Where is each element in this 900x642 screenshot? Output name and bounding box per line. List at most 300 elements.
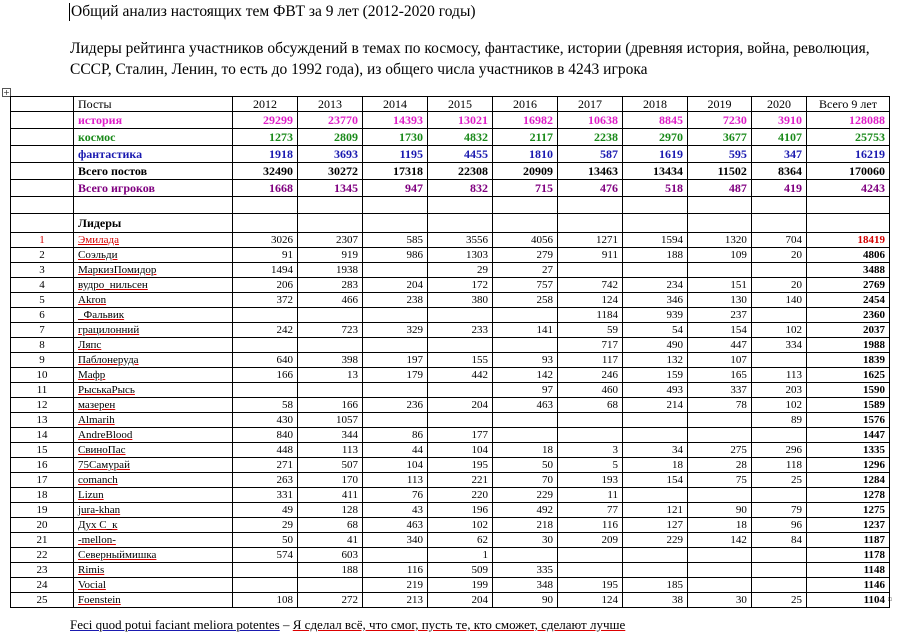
- summary-value: 1195: [363, 146, 428, 163]
- header-year-cell: 2014: [363, 97, 428, 112]
- leader-row: [11, 368, 890, 383]
- leader-value: 141: [493, 323, 558, 338]
- leader-total: 4806: [807, 248, 890, 263]
- leader-total: 1447: [807, 428, 890, 443]
- leader-value: [623, 548, 688, 563]
- leader-value: 640: [233, 353, 298, 368]
- leader-name: [74, 248, 233, 263]
- leader-value: 195: [428, 458, 493, 473]
- leader-value: 283: [298, 278, 363, 293]
- leader-value: [428, 383, 493, 398]
- leader-value: 204: [428, 398, 493, 413]
- leader-value: [751, 428, 806, 443]
- leader-row: [11, 233, 890, 248]
- leader-value: 70: [493, 473, 558, 488]
- summary-value: 13434: [623, 163, 688, 180]
- leader-value: [558, 563, 623, 578]
- leader-total: 1296: [807, 458, 890, 473]
- leader-value: 109: [688, 248, 752, 263]
- header-total-cell: Всего 9 лет: [807, 97, 890, 112]
- leader-rank: 9: [11, 353, 74, 368]
- leader-value: 62: [428, 533, 493, 548]
- leader-value: [558, 428, 623, 443]
- leader-value: 20: [751, 278, 806, 293]
- empty-cell: [751, 214, 806, 233]
- leader-value: [363, 308, 428, 323]
- leader-rank: 6: [11, 308, 74, 323]
- leader-name-text: comanch: [78, 474, 118, 486]
- header-year-cell: 2017: [558, 97, 623, 112]
- summary-value: 23770: [298, 112, 363, 129]
- leader-name: [74, 563, 233, 578]
- leader-row: [11, 563, 890, 578]
- leader-value: [558, 413, 623, 428]
- spacer-row: [11, 197, 890, 214]
- leader-value: 104: [363, 458, 428, 473]
- leader-name: [74, 368, 233, 383]
- summary-value: 587: [558, 146, 623, 163]
- empty-cell: [558, 197, 623, 214]
- leader-value: 68: [558, 398, 623, 413]
- leader-value: 447: [688, 338, 752, 353]
- leader-value: 1594: [623, 233, 688, 248]
- leader-value: 49: [233, 503, 298, 518]
- leader-name: [74, 263, 233, 278]
- leader-value: [493, 548, 558, 563]
- leader-value: 97: [493, 383, 558, 398]
- table-resize-handle-icon[interactable]: □: [888, 597, 892, 603]
- leader-value: 177: [428, 428, 493, 443]
- summary-row: [11, 163, 890, 180]
- summary-label: фантастика: [74, 146, 233, 163]
- leader-total: 1988: [807, 338, 890, 353]
- summary-index-cell: [11, 129, 74, 146]
- leader-name-text: СвиноПас: [78, 444, 126, 456]
- leader-value: 329: [363, 323, 428, 338]
- summary-value: 16982: [493, 112, 558, 129]
- leader-name-text: Rimis: [78, 564, 105, 576]
- header-year-cell: 2015: [428, 97, 493, 112]
- leader-value: 757: [493, 278, 558, 293]
- summary-value: 487: [688, 180, 752, 197]
- leader-name-text: мазерен: [78, 399, 116, 411]
- leader-name-text: Северныймишка: [78, 549, 157, 561]
- leader-value: [623, 263, 688, 278]
- leader-value: 128: [298, 503, 363, 518]
- leader-value: 25: [751, 593, 806, 608]
- header-year-cell: 2019: [688, 97, 752, 112]
- leader-value: [751, 563, 806, 578]
- leader-name-text: AndreBlood: [78, 429, 133, 441]
- leader-value: 197: [363, 353, 428, 368]
- empty-cell: [233, 197, 298, 214]
- leader-total: 2454: [807, 293, 890, 308]
- summary-value: 10638: [558, 112, 623, 129]
- leader-value: 1057: [298, 413, 363, 428]
- leader-value: 206: [233, 278, 298, 293]
- leader-value: 179: [363, 368, 428, 383]
- leader-total: 2037: [807, 323, 890, 338]
- leader-value: [428, 413, 493, 428]
- summary-index-cell: [11, 146, 74, 163]
- leader-value: 218: [493, 518, 558, 533]
- summary-row: [11, 180, 890, 197]
- leader-value: 86: [363, 428, 428, 443]
- leader-value: 1303: [428, 248, 493, 263]
- leader-value: 238: [363, 293, 428, 308]
- summary-row: [11, 112, 890, 129]
- leader-value: [623, 413, 688, 428]
- leader-name-text: Паблонеруда: [78, 354, 139, 366]
- leader-row: [11, 413, 890, 428]
- leader-value: 1494: [233, 263, 298, 278]
- leader-name-text: _Фальвик: [78, 309, 125, 321]
- leaders-header-row: [11, 214, 890, 233]
- leader-value: 372: [233, 293, 298, 308]
- leader-value: 77: [558, 503, 623, 518]
- leader-value: 96: [751, 518, 806, 533]
- leader-value: 116: [558, 518, 623, 533]
- summary-value: 2970: [623, 129, 688, 146]
- leader-rank: 1: [11, 233, 74, 248]
- leader-value: 155: [428, 353, 493, 368]
- leader-value: 490: [623, 338, 688, 353]
- empty-cell: [428, 197, 493, 214]
- leader-row: [11, 458, 890, 473]
- empty-cell: [751, 197, 806, 214]
- leader-row: [11, 398, 890, 413]
- leader-name: [74, 593, 233, 608]
- empty-cell: [363, 214, 428, 233]
- leader-value: [751, 548, 806, 563]
- header-year-cell: 2013: [298, 97, 363, 112]
- summary-label: история: [74, 112, 233, 129]
- leader-value: 58: [233, 398, 298, 413]
- leader-value: 166: [298, 398, 363, 413]
- footer-quote: [70, 617, 625, 633]
- summary-value: 4455: [428, 146, 493, 163]
- leader-value: 574: [233, 548, 298, 563]
- summary-total: 4243: [807, 180, 890, 197]
- leader-value: 30: [493, 533, 558, 548]
- leader-value: [233, 383, 298, 398]
- leader-name-text: Akron: [78, 294, 107, 306]
- leader-value: 603: [298, 548, 363, 563]
- summary-value: 8364: [751, 163, 806, 180]
- leader-value: 272: [298, 593, 363, 608]
- leader-value: 1938: [298, 263, 363, 278]
- summary-value: 20909: [493, 163, 558, 180]
- empty-cell: [558, 214, 623, 233]
- leader-value: [233, 578, 298, 593]
- stats-table-body: [11, 97, 890, 608]
- leader-name: [74, 488, 233, 503]
- leader-value: 237: [688, 308, 752, 323]
- leader-name-text: Vocial: [78, 579, 106, 591]
- leader-value: 3026: [233, 233, 298, 248]
- leader-value: [623, 428, 688, 443]
- leader-value: 188: [623, 248, 688, 263]
- leader-rank: 20: [11, 518, 74, 533]
- leader-value: 331: [233, 488, 298, 503]
- leader-value: 340: [363, 533, 428, 548]
- leader-value: [751, 488, 806, 503]
- leader-row: [11, 248, 890, 263]
- leader-row: [11, 293, 890, 308]
- leader-value: 939: [623, 308, 688, 323]
- summary-index-cell: [11, 180, 74, 197]
- leader-value: 108: [233, 593, 298, 608]
- leader-rank: 16: [11, 458, 74, 473]
- leader-value: 170: [298, 473, 363, 488]
- leader-value: 38: [623, 593, 688, 608]
- summary-label: Всего постов: [74, 163, 233, 180]
- leader-value: 50: [493, 458, 558, 473]
- leader-name: [74, 548, 233, 563]
- leader-name: [74, 413, 233, 428]
- summary-value: 4832: [428, 129, 493, 146]
- summary-row: [11, 146, 890, 163]
- leader-value: 121: [623, 503, 688, 518]
- leader-value: [688, 263, 752, 278]
- leader-name: [74, 308, 233, 323]
- leader-value: 78: [688, 398, 752, 413]
- leader-row: [11, 488, 890, 503]
- header-year-cell: 2020: [751, 97, 806, 112]
- leader-rank: 17: [11, 473, 74, 488]
- leader-rank: 10: [11, 368, 74, 383]
- leader-value: 102: [428, 518, 493, 533]
- leader-value: [751, 263, 806, 278]
- leader-value: 124: [558, 293, 623, 308]
- leader-value: 723: [298, 323, 363, 338]
- leader-value: 492: [493, 503, 558, 518]
- leader-value: 196: [428, 503, 493, 518]
- leader-rank: 19: [11, 503, 74, 518]
- summary-value: 17318: [363, 163, 428, 180]
- leader-rank: 2: [11, 248, 74, 263]
- leader-value: [751, 353, 806, 368]
- leader-name-text: РыськаРысь: [78, 384, 135, 396]
- leader-total: 1275: [807, 503, 890, 518]
- leader-value: 188: [298, 563, 363, 578]
- summary-value: 1273: [233, 129, 298, 146]
- leader-value: 344: [298, 428, 363, 443]
- leader-value: 204: [363, 278, 428, 293]
- leader-value: 1271: [558, 233, 623, 248]
- leader-name: [74, 443, 233, 458]
- leader-total: 1335: [807, 443, 890, 458]
- leader-value: [493, 428, 558, 443]
- summary-value: 476: [558, 180, 623, 197]
- leader-value: [493, 413, 558, 428]
- leader-value: 398: [298, 353, 363, 368]
- leader-value: 296: [751, 443, 806, 458]
- leader-name: [74, 353, 233, 368]
- empty-cell: [807, 214, 890, 233]
- summary-value: 1918: [233, 146, 298, 163]
- leader-value: 132: [623, 353, 688, 368]
- leader-value: 193: [558, 473, 623, 488]
- leader-row: [11, 308, 890, 323]
- leader-value: 29: [428, 263, 493, 278]
- leader-name: [74, 233, 233, 248]
- summary-value: 832: [428, 180, 493, 197]
- leader-value: [298, 383, 363, 398]
- header-year-cell: 2012: [233, 97, 298, 112]
- summary-value: 2238: [558, 129, 623, 146]
- leader-value: 229: [623, 533, 688, 548]
- leader-value: 93: [493, 353, 558, 368]
- summary-value: 29299: [233, 112, 298, 129]
- empty-cell: [493, 197, 558, 214]
- empty-cell: [233, 214, 298, 233]
- leader-value: 130: [688, 293, 752, 308]
- leader-row: [11, 443, 890, 458]
- leader-name-text: Дух С_к: [78, 519, 118, 531]
- leader-value: 117: [558, 353, 623, 368]
- leader-value: [688, 548, 752, 563]
- leader-value: 50: [233, 533, 298, 548]
- leader-value: [298, 308, 363, 323]
- leader-value: 275: [688, 443, 752, 458]
- leader-value: [558, 548, 623, 563]
- summary-value: 7230: [688, 112, 752, 129]
- leader-value: 90: [688, 503, 752, 518]
- leader-value: 11: [558, 488, 623, 503]
- leader-name: [74, 458, 233, 473]
- leader-value: 54: [623, 323, 688, 338]
- leader-value: 263: [233, 473, 298, 488]
- leaders-heading: Лидеры: [74, 214, 233, 233]
- leader-value: 204: [428, 593, 493, 608]
- leader-row: [11, 353, 890, 368]
- leader-row: [11, 428, 890, 443]
- summary-value: 1810: [493, 146, 558, 163]
- leader-value: 380: [428, 293, 493, 308]
- leader-value: 151: [688, 278, 752, 293]
- empty-cell: [11, 214, 74, 233]
- leader-row: [11, 473, 890, 488]
- leader-value: 154: [623, 473, 688, 488]
- leader-value: 172: [428, 278, 493, 293]
- leader-total: 1104: [807, 593, 890, 608]
- summary-total: 25753: [807, 129, 890, 146]
- leader-value: 199: [428, 578, 493, 593]
- leader-value: 337: [688, 383, 752, 398]
- leader-value: 142: [688, 533, 752, 548]
- leader-value: 20: [751, 248, 806, 263]
- summary-value: 715: [493, 180, 558, 197]
- empty-cell: [688, 214, 752, 233]
- leader-name-text: МаркизПомидор: [78, 264, 157, 276]
- summary-value: 1730: [363, 129, 428, 146]
- summary-total: 16219: [807, 146, 890, 163]
- page-subtitle: Лидеры рейтинга участников обсуждений в темах по космосу, фантастике, истории (древняя история, война, революция, СССР, Сталин, Ленин, то есть до 1992 года), из общего числа участников в 4243 игрока: [70, 40, 870, 78]
- leader-value: 3556: [428, 233, 493, 248]
- leader-value: [558, 263, 623, 278]
- leader-value: [751, 308, 806, 323]
- leader-value: [363, 338, 428, 353]
- summary-label: космос: [74, 129, 233, 146]
- leader-value: 986: [363, 248, 428, 263]
- leader-value: 91: [233, 248, 298, 263]
- leader-total: 1146: [807, 578, 890, 593]
- leader-value: 41: [298, 533, 363, 548]
- leader-row: [11, 383, 890, 398]
- leader-name-text: jura-khan: [78, 504, 121, 516]
- leader-value: [298, 578, 363, 593]
- leader-name-text: грацилонний: [78, 324, 140, 336]
- empty-cell: [11, 197, 74, 214]
- leader-value: 442: [428, 368, 493, 383]
- leader-name-text: Мафр: [78, 369, 106, 381]
- leader-value: 5: [558, 458, 623, 473]
- leader-name: [74, 503, 233, 518]
- leader-value: 159: [623, 368, 688, 383]
- leader-value: [428, 338, 493, 353]
- empty-cell: [298, 214, 363, 233]
- table-move-handle-icon[interactable]: +: [3, 88, 10, 97]
- leader-value: 76: [363, 488, 428, 503]
- leader-value: 346: [623, 293, 688, 308]
- leader-value: 209: [558, 533, 623, 548]
- leader-name-text: Эмилада: [78, 234, 119, 246]
- leader-total: 2769: [807, 278, 890, 293]
- leader-row: [11, 578, 890, 593]
- leader-value: [688, 488, 752, 503]
- leader-value: 234: [623, 278, 688, 293]
- leader-total: 1576: [807, 413, 890, 428]
- summary-total: 170060: [807, 163, 890, 180]
- leader-rank: 4: [11, 278, 74, 293]
- footer-latin: Feci quod potui faciant meliora potentes: [70, 617, 280, 632]
- leader-value: 140: [751, 293, 806, 308]
- leader-row: [11, 263, 890, 278]
- summary-value: 2117: [493, 129, 558, 146]
- leader-value: 271: [233, 458, 298, 473]
- leader-value: 335: [493, 563, 558, 578]
- leader-value: 411: [298, 488, 363, 503]
- leader-row: [11, 548, 890, 563]
- leader-value: [688, 413, 752, 428]
- leader-value: 717: [558, 338, 623, 353]
- leader-total: 1625: [807, 368, 890, 383]
- leader-value: 221: [428, 473, 493, 488]
- leader-row: [11, 323, 890, 338]
- leader-value: [623, 563, 688, 578]
- leader-value: 28: [688, 458, 752, 473]
- leader-value: 29: [233, 518, 298, 533]
- leader-value: 3: [558, 443, 623, 458]
- summary-value: 30272: [298, 163, 363, 180]
- leader-value: 185: [623, 578, 688, 593]
- leader-name-text: Almarih: [78, 414, 115, 426]
- page-title: Общий анализ настоящих тем ФВТ за 9 лет (2012-2020 годы): [71, 3, 476, 20]
- leader-rank: 5: [11, 293, 74, 308]
- header-index-cell: [11, 97, 74, 112]
- leader-name-text: Foenstein: [78, 594, 121, 606]
- leader-name-text: вудро_нильсен: [78, 279, 148, 291]
- leader-value: 102: [751, 398, 806, 413]
- empty-cell: [74, 197, 233, 214]
- leader-value: 18: [688, 518, 752, 533]
- leader-value: 116: [363, 563, 428, 578]
- leader-total: 1187: [807, 533, 890, 548]
- leader-total: 1278: [807, 488, 890, 503]
- leader-total: 1237: [807, 518, 890, 533]
- leader-value: 113: [363, 473, 428, 488]
